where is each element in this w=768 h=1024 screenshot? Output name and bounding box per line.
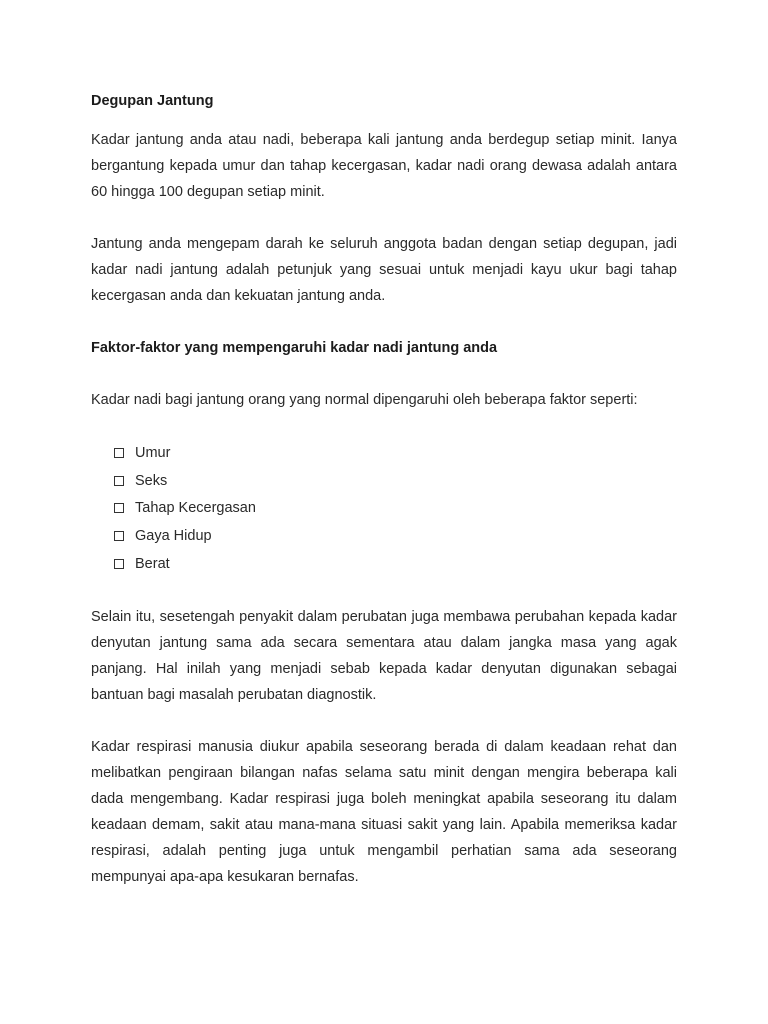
list-item — [114, 467, 677, 495]
checkbox-icon — [114, 503, 124, 513]
section-heading-faktor: Faktor-faktor yang mempengaruhi kadar nadi jantung anda — [91, 340, 498, 356]
paragraph-jantung-mengepam: Jantung anda mengepam darah ke seluruh anggota badan dengan setiap degupan, jadi kadar nadi jantung adalah petunjuk yang sesuai untuk menjadi kayu ukur bagi tahap kecergasan anda dan kekuatan jantung anda. — [91, 236, 677, 304]
checkbox-icon — [114, 559, 124, 569]
list-item — [114, 495, 677, 523]
paragraph-kadar-jantung: Kadar jantung anda atau nadi, beberapa kali jantung anda berdegup setiap minit. Ianya bergantung kepada umur dan tahap kecergasan, kadar nadi orang dewasa adalah antara 60 hingga 100 degupan setiap minit. — [91, 132, 677, 200]
factor-label: Gaya Hidup — [135, 528, 212, 545]
factor-label: Umur — [135, 444, 171, 461]
paragraph-faktor-intro: Kadar nadi bagi jantung orang yang normal dipengaruhi oleh beberapa faktor seperti: — [91, 392, 638, 408]
list-item — [114, 522, 677, 550]
checkbox-icon — [114, 476, 124, 486]
list-item — [114, 550, 677, 578]
section-heading-degupan-jantung: Degupan Jantung — [91, 93, 214, 109]
document-page — [91, 88, 677, 890]
list-item — [114, 439, 677, 467]
factor-label: Seks — [135, 472, 168, 489]
checkbox-icon — [114, 448, 124, 458]
factor-label: Berat — [135, 556, 170, 573]
paragraph-penyakit-perubatan: Selain itu, sesetengah penyakit dalam perubatan juga membawa perubahan kepada kadar denyutan jantung sama ada secara sementara atau dalam jangka masa yang agak panjang. Hal inilah yang menjadi sebab kepada kadar denyutan digunakan sebagai bantuan bagi masalah perubatan diagnostik. — [91, 608, 677, 703]
paragraph-kadar-respirasi: Kadar respirasi manusia diukur apabila seseorang berada di dalam keadaan rehat dan melibatkan pengiraan bilangan nafas selama satu minit dengan mengira beberapa kali dada mengembang. Kadar respirasi juga boleh meningkat apabila seseorang itu dalam keadaan demam, sakit atau mana-mana situasi sakit yang lain. Apabila memeriksa kadar respirasi, adalah penting juga untuk mengambil perhatian sama ada seseorang mempunyai apa-apa kesukaran bernafas. — [91, 738, 677, 885]
checkbox-icon — [114, 531, 124, 541]
factor-label: Tahap Kecergasan — [135, 500, 256, 517]
factor-list — [91, 439, 677, 578]
